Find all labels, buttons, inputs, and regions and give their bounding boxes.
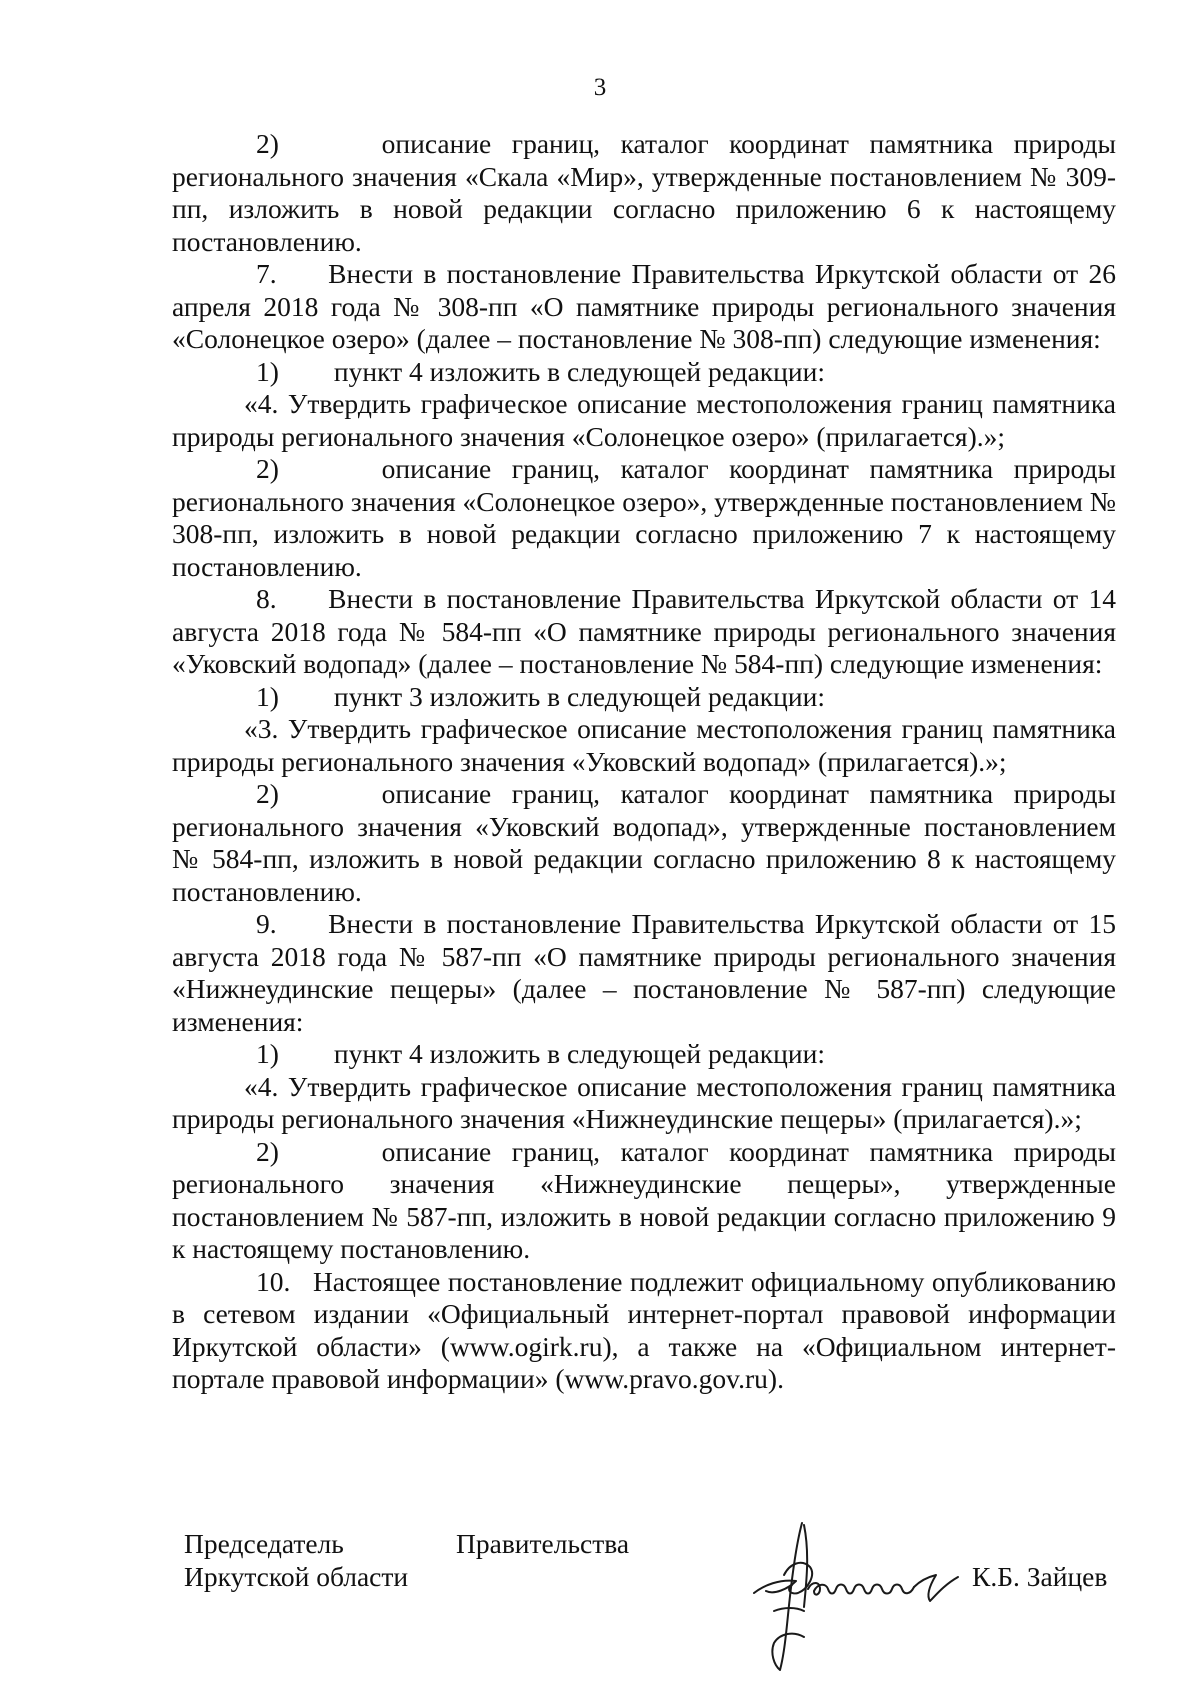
paragraph-clause-9-quote: «4. Утвердить графическое описание местоположения границ памятника природы регионального значения «Нижнеудинские пещеры» (прилагается).»; — [172, 1070, 1116, 1134]
page-number: 3 — [593, 74, 607, 101]
signatory-position-line1: Председатель — [184, 1528, 344, 1559]
document-body — [172, 128, 1116, 1396]
paragraph-clause-7: 7. Внести в постановление Правительства Иркутской области от 26 апреля 2018 года № 308-пп «О памятнике природы регионального значения «Солонецкое озеро» (далее – постановление № 308-пп) следующие изменения: — [172, 258, 1116, 354]
paragraph-clause-10: 10. Настоящее постановление подлежит официальному опубликованию в сетевом издании «Официальный интернет-портал правовой информации Иркутской области» (www.ogirk.ru), а также на «Официальном интернет-портале правовой информации» (www.pravo.gov.ru). — [172, 1265, 1116, 1394]
signatory-position-line1b: Правительства — [456, 1528, 630, 1559]
paragraph-clause-7-item-2: 2) описание границ, каталог координат памятника природы регионального значения «Солонецкое озеро», утвержденные постановлением № 308-пп, изложить в новой редакции согласно приложению 7 к настоящему постановлению. — [172, 453, 1116, 582]
paragraph-clause-8-item-1: 1) пункт 3 изложить в следующей редакции: — [256, 680, 825, 712]
signatory-name: К.Б. Зайцев — [972, 1561, 1108, 1592]
paragraph-clause-9-item-1: 1) пункт 4 изложить в следующей редакции: — [256, 1038, 825, 1069]
signatory-position — [184, 1527, 630, 1593]
paragraph-clause-8-item-2: 2) описание границ, каталог координат памятника природы регионального значения «Уковский водопад», утвержденные постановлением № 584-пп, изложить в новой редакции согласно приложению 8 к настоящему постановлению. — [172, 778, 1116, 907]
paragraph-clause-7-quote: «4. Утвердить графическое описание местоположения границ памятника природы регионального значения «Солонецкое озеро» (прилагается).»; — [172, 388, 1116, 452]
paragraph-clause-9-item-2: 2) описание границ, каталог координат памятника природы регионального значения «Нижнеудинские пещеры», утвержденные постановлением № 587-пп, изложить в новой редакции согласно приложению 9 к настоящему постановлению. — [172, 1135, 1116, 1264]
paragraph-clause-9: 9. Внести в постановление Правительства Иркутской области от 15 августа 2018 года № 587-пп «О памятнике природы регионального значения «Нижнеудинские пещеры» (далее – постановление № 587-пп) следующие изменения: — [172, 908, 1116, 1037]
paragraph-item-2-scala-mir: 2) описание границ, каталог координат памятника природы регионального значения «Скала «Мир», утвержденные постановлением № 309-пп, изложить в новой редакции согласно приложению 6 к настоящему постановлению. — [172, 128, 1116, 257]
paragraph-clause-8: 8. Внести в постановление Правительства Иркутской области от 14 августа 2018 года № 584-пп «О памятнике природы регионального значения «Уковский водопад» (далее – постановление № 584-пп) следующие изменения: — [172, 583, 1116, 679]
signature-block — [184, 1515, 1124, 1685]
handwritten-signature-icon — [744, 1515, 974, 1675]
signatory-position-line2: Иркутской области — [184, 1561, 409, 1592]
paragraph-clause-8-quote: «3. Утвердить графическое описание местоположения границ памятника природы регионального значения «Уковский водопад» (прилагается).»; — [172, 713, 1116, 777]
paragraph-clause-7-item-1: 1) пункт 4 изложить в следующей редакции: — [256, 355, 825, 387]
